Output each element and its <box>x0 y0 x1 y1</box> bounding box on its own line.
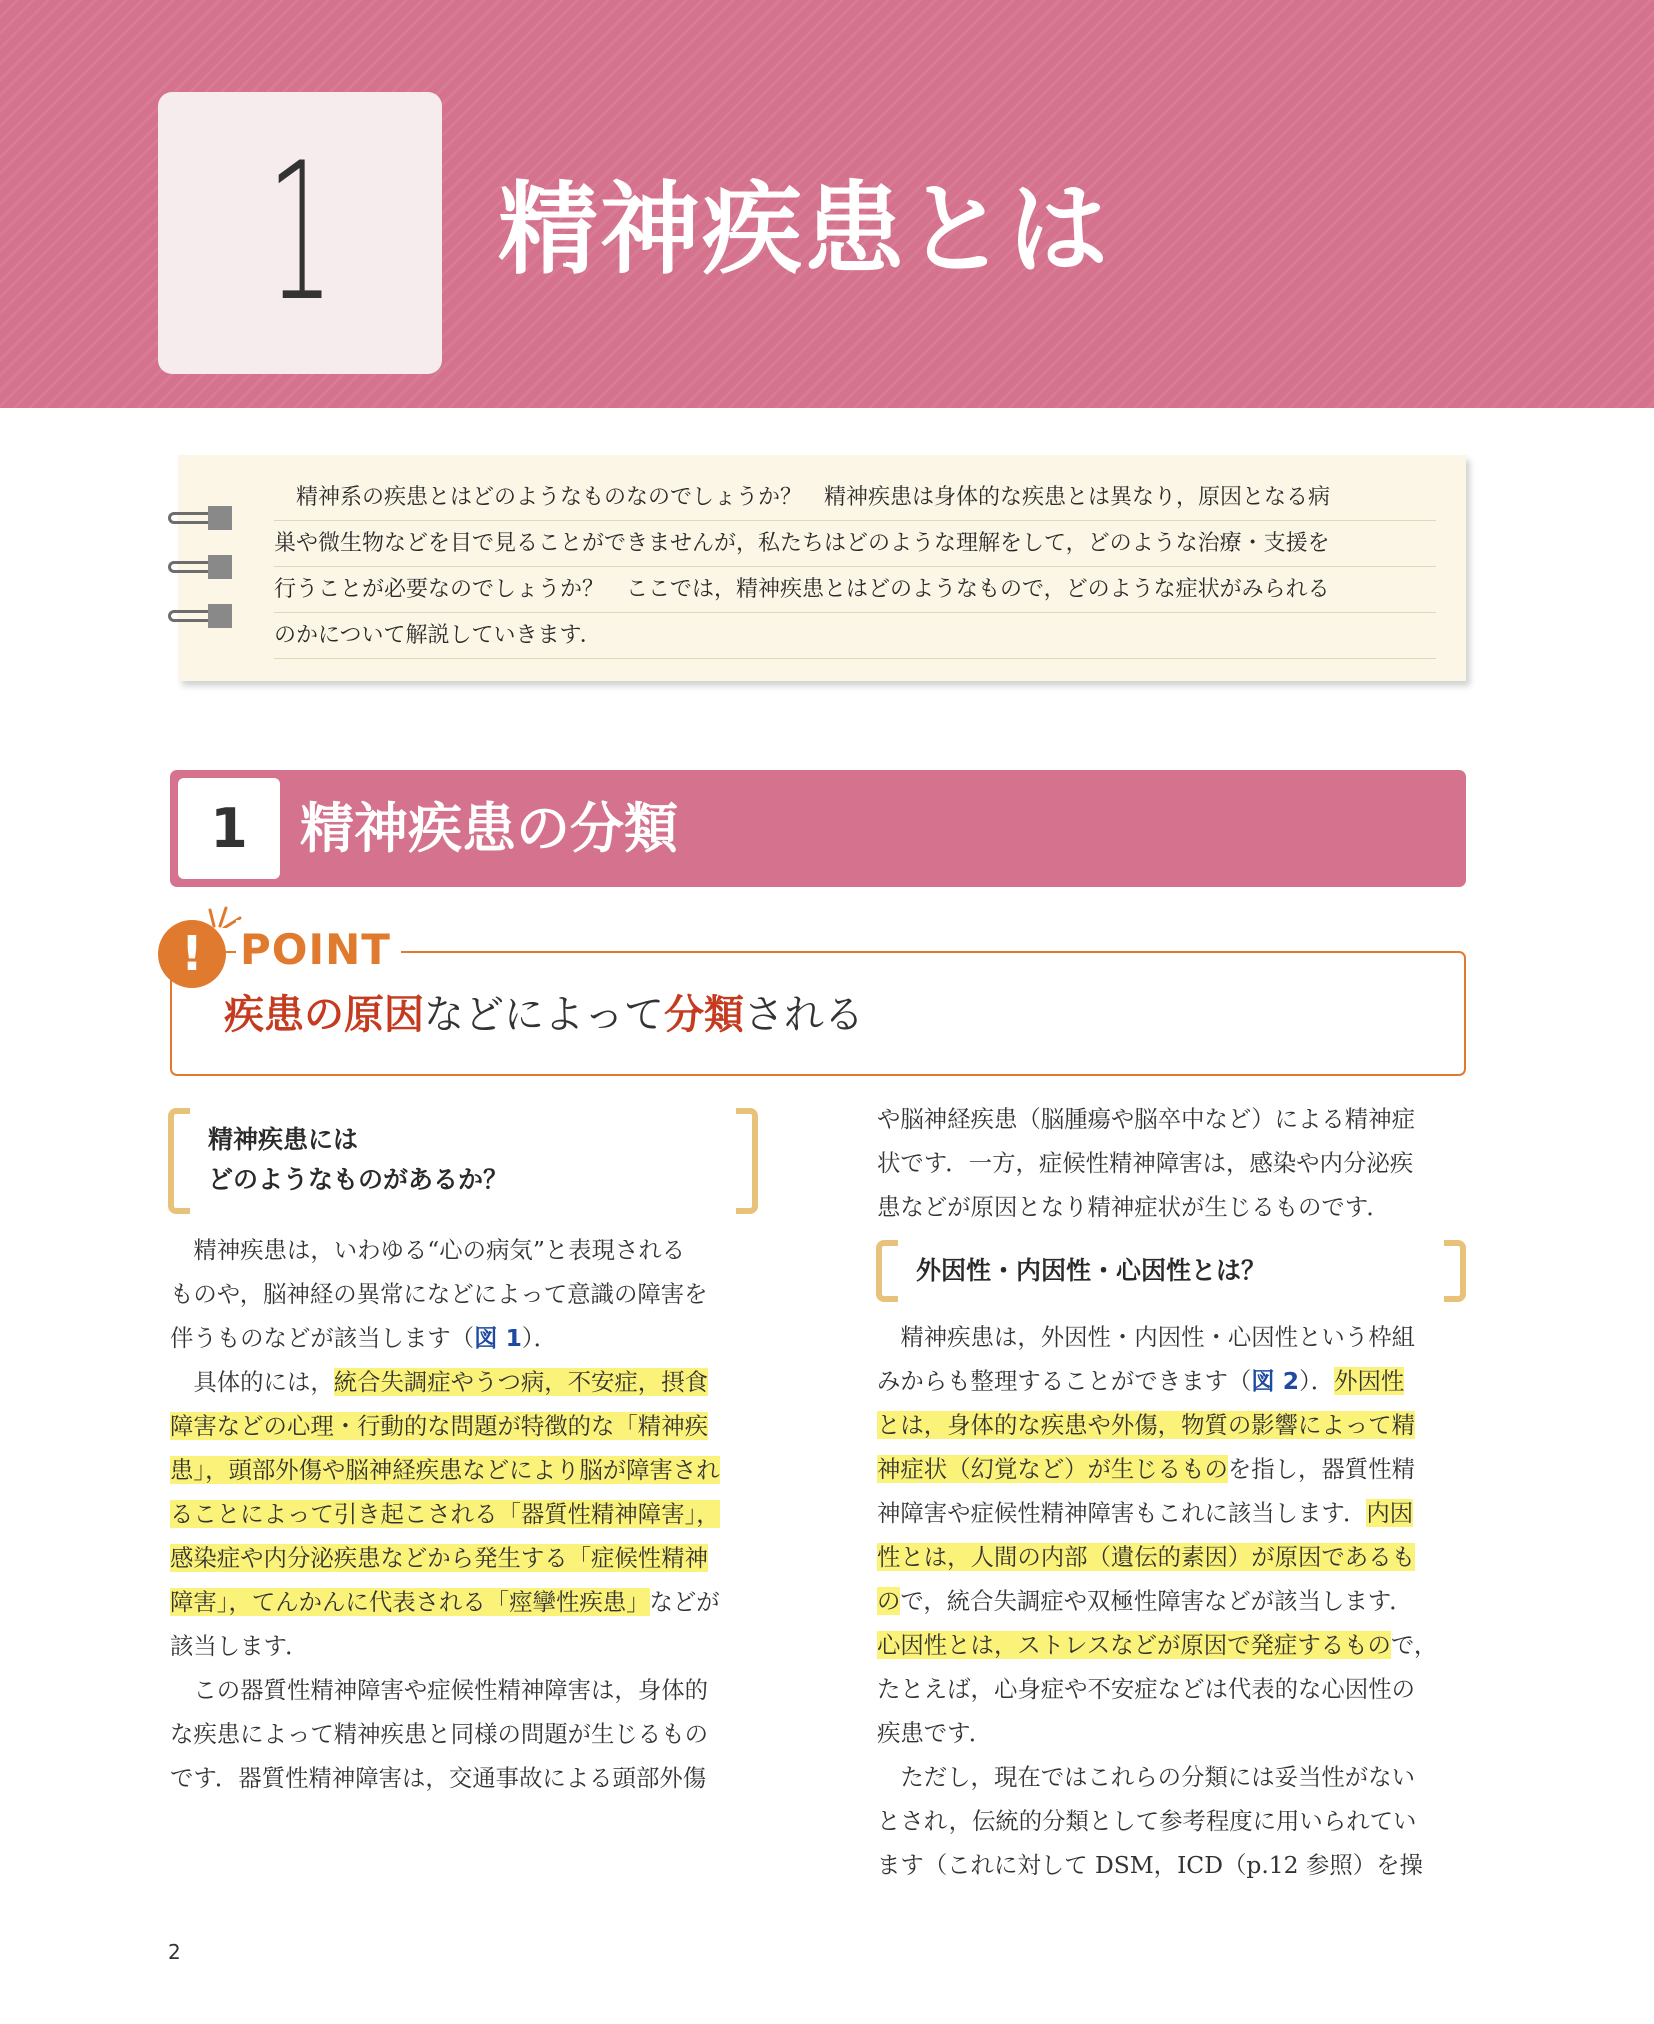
subheading-line: どのようなものがあるか？ <box>208 1165 509 1194</box>
chapter-banner <box>0 0 1654 408</box>
text-line: みからも整理することができます（図 2）．外因性 <box>877 1367 1405 1395</box>
right-column-top-text <box>877 1097 1477 1229</box>
binder-ring-icon <box>168 601 236 631</box>
highlighted-text: 内因 <box>1366 1499 1414 1527</box>
exclamation-icon: ! <box>158 920 226 988</box>
text-line: 該当します． <box>170 1632 309 1660</box>
point-keyword: 疾患の原因 <box>224 992 424 1038</box>
intro-text <box>274 475 1436 659</box>
left-subheading <box>168 1108 758 1214</box>
highlighted-text: 心因性とは，ストレスなどが原因で発症するもの <box>877 1631 1391 1659</box>
text-line: 神障害や症候性精神障害もこれに該当します．内因 <box>877 1499 1414 1527</box>
point-text <box>224 985 864 1045</box>
text-line <box>170 1448 770 1492</box>
subheading-line: 精神疾患には <box>208 1125 359 1154</box>
section-heading <box>170 770 1466 887</box>
text-line: ので，統合失調症や双極性障害などが該当します． <box>877 1587 1413 1615</box>
binder-ring-icon <box>168 552 236 582</box>
text-line: です．器質性精神障害は，交通事故による頭部外傷 <box>170 1764 707 1792</box>
text-line: 精神疾患は，いわゆる“心の病気”と表現される <box>170 1236 686 1264</box>
highlighted-text: の <box>877 1587 901 1615</box>
text-line: たとえば，心身症や不安症などは代表的な心因性の <box>877 1675 1415 1703</box>
text-line: この器質性精神障害や症候性精神障害は，身体的 <box>170 1676 708 1704</box>
text-line: 精神疾患は，外因性・内因性・心因性という枠組 <box>877 1323 1415 1351</box>
highlighted-text: 統合失調症やうつ病，不安症，摂食 <box>333 1368 708 1396</box>
figure-ref: 図 1 <box>474 1324 522 1352</box>
highlighted-text: ることによって引き起こされる「器質性精神障害」， <box>170 1500 720 1528</box>
right-subheading <box>876 1240 1466 1302</box>
highlighted-text: 性とは，人間の内部（遺伝的素因）が原因であるも <box>877 1543 1415 1571</box>
chapter-title: 精神疾患とは <box>498 171 1110 288</box>
chapter-number: 1 <box>266 122 334 343</box>
section-title: 精神疾患の分類 <box>300 797 678 860</box>
text-line: 具体的には，統合失調症やうつ病，不安症，摂食 <box>170 1368 708 1396</box>
highlighted-text: 感染症や内分泌疾患などから発生する「症候性精神 <box>170 1544 708 1572</box>
right-column-text <box>877 1315 1477 1887</box>
point-text-part: などによって <box>424 992 664 1038</box>
text-line <box>170 1492 770 1536</box>
highlighted-text: 患」，頭部外傷や脳神経疾患などにより脳が障害され <box>170 1456 720 1484</box>
text-line: 患などが原因となり精神症状が生じるものです． <box>877 1193 1390 1221</box>
text-line <box>877 1535 1477 1579</box>
chapter-number-box <box>158 92 442 374</box>
text-line: ます（これに対して DSM，ICD（p.12 参照）を操 <box>877 1851 1423 1879</box>
text-line: とされ，伝統的分類として参考程度に用いられてい <box>877 1807 1417 1835</box>
section-number: 1 <box>178 778 280 879</box>
binder-ring-icon <box>168 503 236 533</box>
point-keyword: 分類 <box>664 992 744 1038</box>
highlighted-text: 神症状（幻覚など）が生じるもの <box>877 1455 1228 1483</box>
text-line: な疾患によって精神疾患と同様の問題が生じるもの <box>170 1720 708 1748</box>
left-column-text <box>170 1228 770 1800</box>
highlighted-text: とは，身体的な疾患や外傷，物質の影響によって精 <box>877 1411 1415 1439</box>
highlighted-text: 障害」，てんかんに代表される「痙攣性疾患」 <box>170 1588 650 1616</box>
point-text-part: される <box>744 992 864 1038</box>
highlighted-text: 障害などの心理・行動的な問題が特徴的な「精神疾 <box>170 1412 708 1440</box>
text-line: 神症状（幻覚など）が生じるものを指し，器質性精 <box>877 1455 1415 1483</box>
point-label: POINT <box>236 920 401 980</box>
text-line: 伴うものなどが該当します（図 1）． <box>170 1324 557 1352</box>
text-line: 障害」，てんかんに代表される「痙攣性疾患」などが <box>170 1588 720 1616</box>
text-line <box>170 1404 770 1448</box>
figure-ref: 図 2 <box>1251 1367 1300 1395</box>
text-line <box>170 1536 770 1580</box>
text-line: 心因性とは，ストレスなどが原因で発症するもので， <box>877 1631 1438 1659</box>
page-number: 2 <box>168 1940 181 1964</box>
text-line <box>877 1403 1477 1447</box>
intro-line: 精神系の疾患とはどのようなものなのでしょうか？ 精神疾患は身体的な疾患とは異なり，原因となる病 <box>274 475 1436 521</box>
text-line: 状です．一方，症候性精神障害は，感染や内分泌疾 <box>877 1149 1414 1177</box>
subheading-line: 外因性・内因性・心因性とは？ <box>916 1256 1267 1285</box>
intro-note <box>178 455 1466 681</box>
highlighted-text: 外因性 <box>1334 1367 1405 1395</box>
text-line: ものや，脳神経の異常になどによって意識の障害を <box>170 1280 708 1308</box>
text-line: 疾患です． <box>877 1719 993 1747</box>
text-line: や脳神経疾患（脳腫瘍や脳卒中など）による精神症 <box>877 1105 1415 1133</box>
intro-line: のかについて解説していきます． <box>274 613 1436 659</box>
intro-line: 巣や微生物などを目で見ることができませんが，私たちはどのような理解をして，どのような治療・支援を <box>274 521 1436 567</box>
text-line: ただし，現在ではこれらの分類には妥当性がない <box>877 1763 1415 1791</box>
intro-line: 行うことが必要なのでしょうか？ ここでは，精神疾患とはどのようなもので，どのような症状がみられる <box>274 567 1436 613</box>
